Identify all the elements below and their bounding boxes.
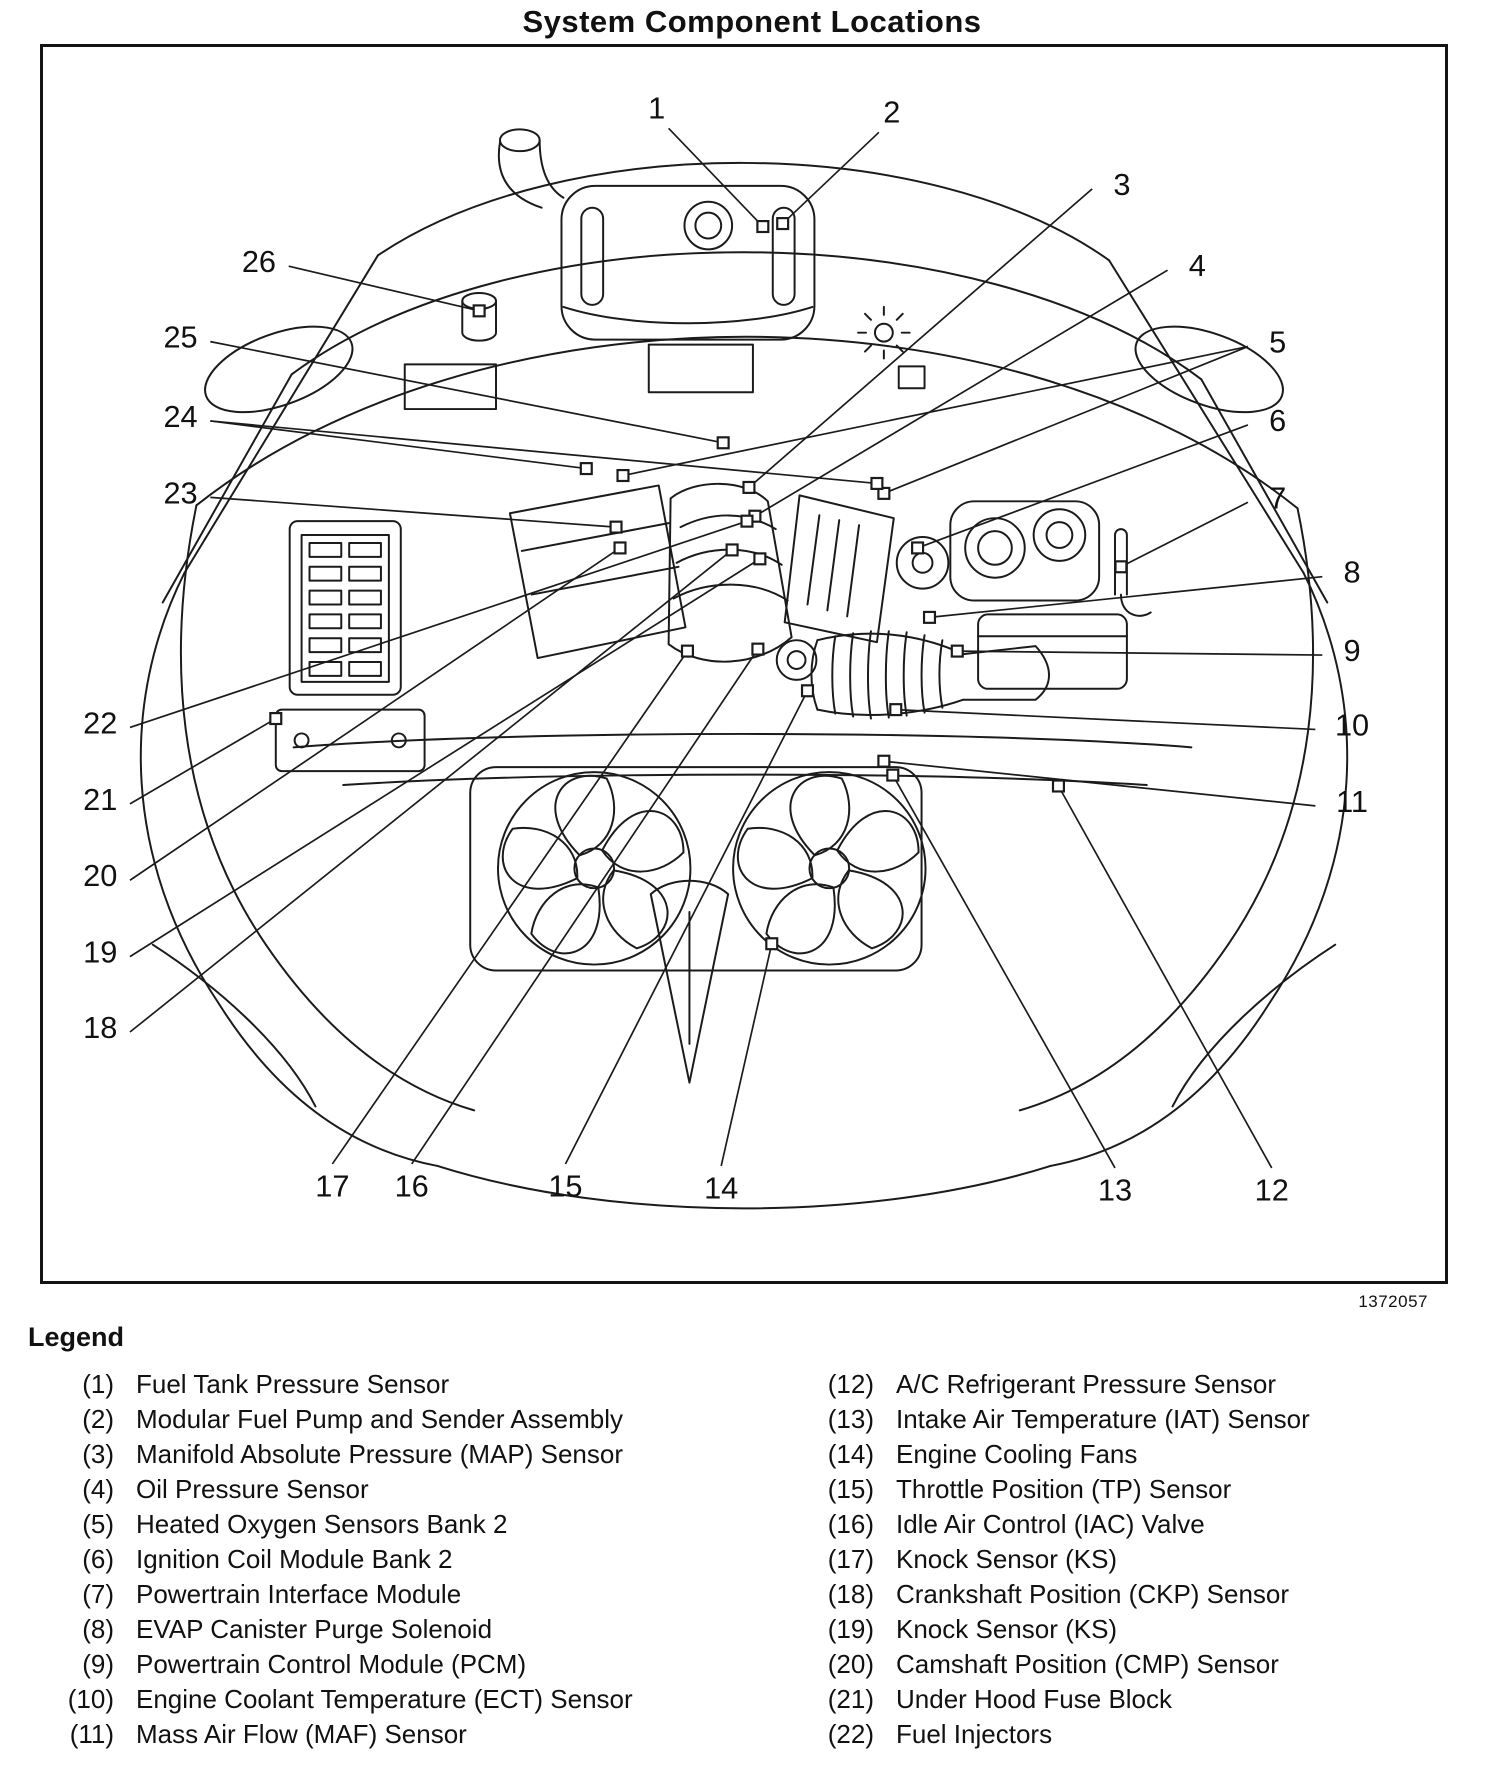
legend-item	[788, 1717, 1484, 1752]
callout-leader-line	[412, 649, 758, 1164]
callout-number-9: 9	[1343, 633, 1361, 669]
legend-item-number: (10)	[67, 1684, 114, 1714]
legend-item-number: (4)	[82, 1474, 114, 1504]
callout-leader-line	[884, 761, 1316, 806]
callout-number-26: 26	[241, 244, 277, 280]
legend-item-label: Modular Fuel Pump and Sender Assembly	[136, 1404, 624, 1434]
legend-item-label: Engine Cooling Fans	[896, 1439, 1138, 1469]
legend-item-label: Knock Sensor (KS)	[896, 1614, 1118, 1644]
legend-item	[788, 1472, 1484, 1507]
callout-number-18: 18	[83, 1009, 118, 1045]
callout-leader-line	[130, 521, 747, 727]
callout-leader-line	[289, 266, 479, 311]
diagram-frame	[40, 44, 1448, 1284]
legend	[28, 1322, 1484, 1752]
callout-number-1: 1	[648, 90, 666, 126]
callout-leader-line	[210, 421, 877, 483]
callout-target-marker	[766, 938, 777, 949]
callout-leader-line	[893, 775, 1115, 1168]
legend-item-number: (6)	[82, 1544, 114, 1574]
legend-item	[28, 1437, 788, 1472]
callout-target-marker	[682, 646, 693, 657]
callout-target-marker	[744, 482, 755, 493]
callout-target-marker	[890, 704, 901, 715]
legend-item-number: (12)	[827, 1369, 874, 1399]
callout-target-marker	[952, 646, 963, 657]
callout-layer	[83, 90, 1369, 1207]
callout-target-marker	[1115, 561, 1126, 572]
callout-target-marker	[618, 470, 629, 481]
callout-leader-line	[896, 710, 1316, 730]
legend-item	[28, 1402, 788, 1437]
legend-item	[28, 1507, 788, 1542]
callout-target-marker	[924, 612, 935, 623]
legend-item-number: (5)	[82, 1509, 114, 1539]
engine-bay-diagram	[43, 47, 1445, 1281]
legend-item-label: Fuel Tank Pressure Sensor	[136, 1369, 450, 1399]
legend-item	[28, 1612, 788, 1647]
pontiac-arrow-emblem	[651, 881, 728, 1083]
fuel-tank	[405, 129, 815, 409]
cooling-fans	[470, 766, 925, 971]
legend-item-label: EVAP Canister Purge Solenoid	[136, 1614, 493, 1644]
legend-item-number: (8)	[82, 1614, 114, 1644]
legend-item	[28, 1647, 788, 1682]
legend-item-label: Idle Air Control (IAC) Valve	[896, 1509, 1205, 1539]
callout-number-4: 4	[1188, 248, 1206, 284]
callout-leader-line	[918, 425, 1248, 548]
legend-item	[28, 1542, 788, 1577]
callout-leader-line	[1058, 786, 1271, 1168]
legend-item-number: (15)	[827, 1474, 874, 1504]
callout-number-2: 2	[883, 94, 901, 130]
callout-number-23: 23	[163, 475, 198, 511]
legend-item	[788, 1507, 1484, 1542]
callout-target-marker	[611, 522, 622, 533]
engine-assembly	[510, 484, 948, 680]
callout-target-marker	[912, 542, 923, 553]
callout-leader-line	[130, 559, 760, 957]
legend-item-number: (7)	[82, 1579, 114, 1609]
callout-target-marker	[474, 305, 485, 316]
callout-number-20: 20	[83, 858, 118, 894]
legend-item	[788, 1577, 1484, 1612]
legend-item-label: Oil Pressure Sensor	[136, 1474, 369, 1504]
callout-number-15: 15	[548, 1168, 583, 1204]
callout-number-11: 11	[1336, 783, 1369, 819]
legend-item	[28, 1367, 788, 1402]
legend-item	[788, 1402, 1484, 1437]
callout-target-marker	[270, 713, 281, 724]
legend-item-label: Manifold Absolute Pressure (MAP) Sensor	[136, 1439, 623, 1469]
legend-item-number: (9)	[82, 1649, 114, 1679]
legend-item-label: Intake Air Temperature (IAT) Sensor	[896, 1404, 1310, 1434]
legend-item-number: (2)	[82, 1404, 114, 1434]
legend-item	[788, 1367, 1484, 1402]
legend-item-label: Under Hood Fuse Block	[896, 1684, 1173, 1714]
callout-target-marker	[742, 516, 753, 527]
callout-leader-line	[669, 128, 763, 226]
legend-item-label: Mass Air Flow (MAF) Sensor	[136, 1719, 467, 1749]
callout-number-24: 24	[163, 398, 198, 434]
figure-number: 1372057	[1358, 1292, 1428, 1311]
callout-target-marker	[871, 478, 882, 489]
callout-target-marker	[581, 463, 592, 474]
legend-item-number: (14)	[827, 1439, 874, 1469]
radiator-support	[294, 734, 1192, 785]
legend-item-number: (22)	[827, 1719, 874, 1749]
legend-title: Legend	[28, 1322, 125, 1352]
legend-item-label: Ignition Coil Module Bank 2	[136, 1544, 453, 1574]
legend-item-number: (20)	[827, 1649, 874, 1679]
callout-leader-line	[210, 421, 586, 469]
legend-column-right	[788, 1367, 1484, 1752]
callout-target-marker	[777, 218, 788, 229]
callout-target-marker	[878, 756, 889, 767]
callout-target-marker	[802, 685, 813, 696]
callout-number-8: 8	[1343, 554, 1361, 590]
legend-item-number: (11)	[69, 1719, 114, 1749]
legend-item	[28, 1717, 788, 1752]
callout-number-21: 21	[83, 781, 118, 817]
air-intake-duct	[811, 631, 1049, 718]
callout-number-12: 12	[1254, 1172, 1289, 1208]
callout-leader-line	[130, 550, 732, 1032]
callout-target-marker	[1053, 781, 1064, 792]
legend-column-left	[28, 1367, 788, 1752]
legend-item-label: Heated Oxygen Sensors Bank 2	[136, 1509, 508, 1539]
legend-item-label: A/C Refrigerant Pressure Sensor	[896, 1369, 1277, 1399]
legend-item-number: (1)	[82, 1369, 114, 1399]
legend-item-number: (17)	[827, 1544, 874, 1574]
legend-item-label: Powertrain Interface Module	[136, 1579, 462, 1609]
callout-target-marker	[752, 644, 763, 655]
callout-number-6: 6	[1269, 402, 1287, 438]
callout-leader-line	[1121, 502, 1248, 566]
callout-target-marker	[887, 770, 898, 781]
callout-number-5: 5	[1269, 324, 1287, 360]
callout-leader-line	[783, 132, 879, 223]
callout-leader-line	[130, 548, 620, 880]
callout-leader-line	[721, 944, 772, 1166]
callout-number-7: 7	[1269, 480, 1287, 516]
reservoir-and-strut-tower	[950, 501, 1150, 688]
legend-item-number: (3)	[82, 1439, 114, 1469]
legend-item-number: (18)	[827, 1579, 874, 1609]
legend-item-number: (21)	[827, 1684, 874, 1714]
legend-item-number: (13)	[827, 1404, 874, 1434]
page-title: System Component Locations	[522, 4, 982, 39]
legend-item	[28, 1577, 788, 1612]
legend-item	[28, 1682, 788, 1717]
sun-load-mark	[858, 307, 924, 388]
callout-target-marker	[754, 553, 765, 564]
callout-number-14: 14	[704, 1170, 739, 1206]
legend-item	[788, 1647, 1484, 1682]
callout-number-16: 16	[394, 1168, 429, 1204]
legend-item-label: Camshaft Position (CMP) Sensor	[896, 1649, 1279, 1679]
callout-number-10: 10	[1334, 707, 1370, 743]
callout-target-marker	[718, 437, 729, 448]
legend-item-label: Crankshaft Position (CKP) Sensor	[896, 1579, 1290, 1609]
callout-number-22: 22	[83, 705, 118, 741]
legend-item-label: Throttle Position (TP) Sensor	[896, 1474, 1232, 1504]
legend-item-label: Fuel Injectors	[896, 1719, 1053, 1749]
legend-columns	[28, 1367, 1484, 1752]
callout-leader-line	[210, 497, 616, 527]
callout-leader-line	[755, 270, 1168, 516]
legend-item	[28, 1472, 788, 1507]
legend-item	[788, 1682, 1484, 1717]
legend-item-number: (19)	[827, 1614, 874, 1644]
callout-leader-line	[130, 719, 276, 804]
callout-number-19: 19	[83, 934, 118, 970]
callout-target-marker	[757, 221, 768, 232]
callout-leader-line	[957, 651, 1322, 655]
callout-target-marker	[727, 544, 738, 555]
callout-number-3: 3	[1113, 166, 1131, 202]
legend-item-number: (16)	[827, 1509, 874, 1539]
legend-item	[788, 1437, 1484, 1472]
callout-number-17: 17	[315, 1168, 350, 1204]
callout-target-marker	[615, 542, 626, 553]
callout-number-25: 25	[163, 319, 198, 355]
callout-number-13: 13	[1097, 1172, 1133, 1208]
legend-item-label: Powertrain Control Module (PCM)	[136, 1649, 527, 1679]
legend-item-label: Knock Sensor (KS)	[896, 1544, 1118, 1574]
callout-leader-line	[565, 691, 807, 1164]
callout-leader-line	[623, 347, 1248, 476]
legend-item-label: Engine Coolant Temperature (ECT) Sensor	[136, 1684, 633, 1714]
legend-item	[788, 1542, 1484, 1577]
callout-leader-line	[884, 347, 1248, 494]
legend-item	[788, 1612, 1484, 1647]
